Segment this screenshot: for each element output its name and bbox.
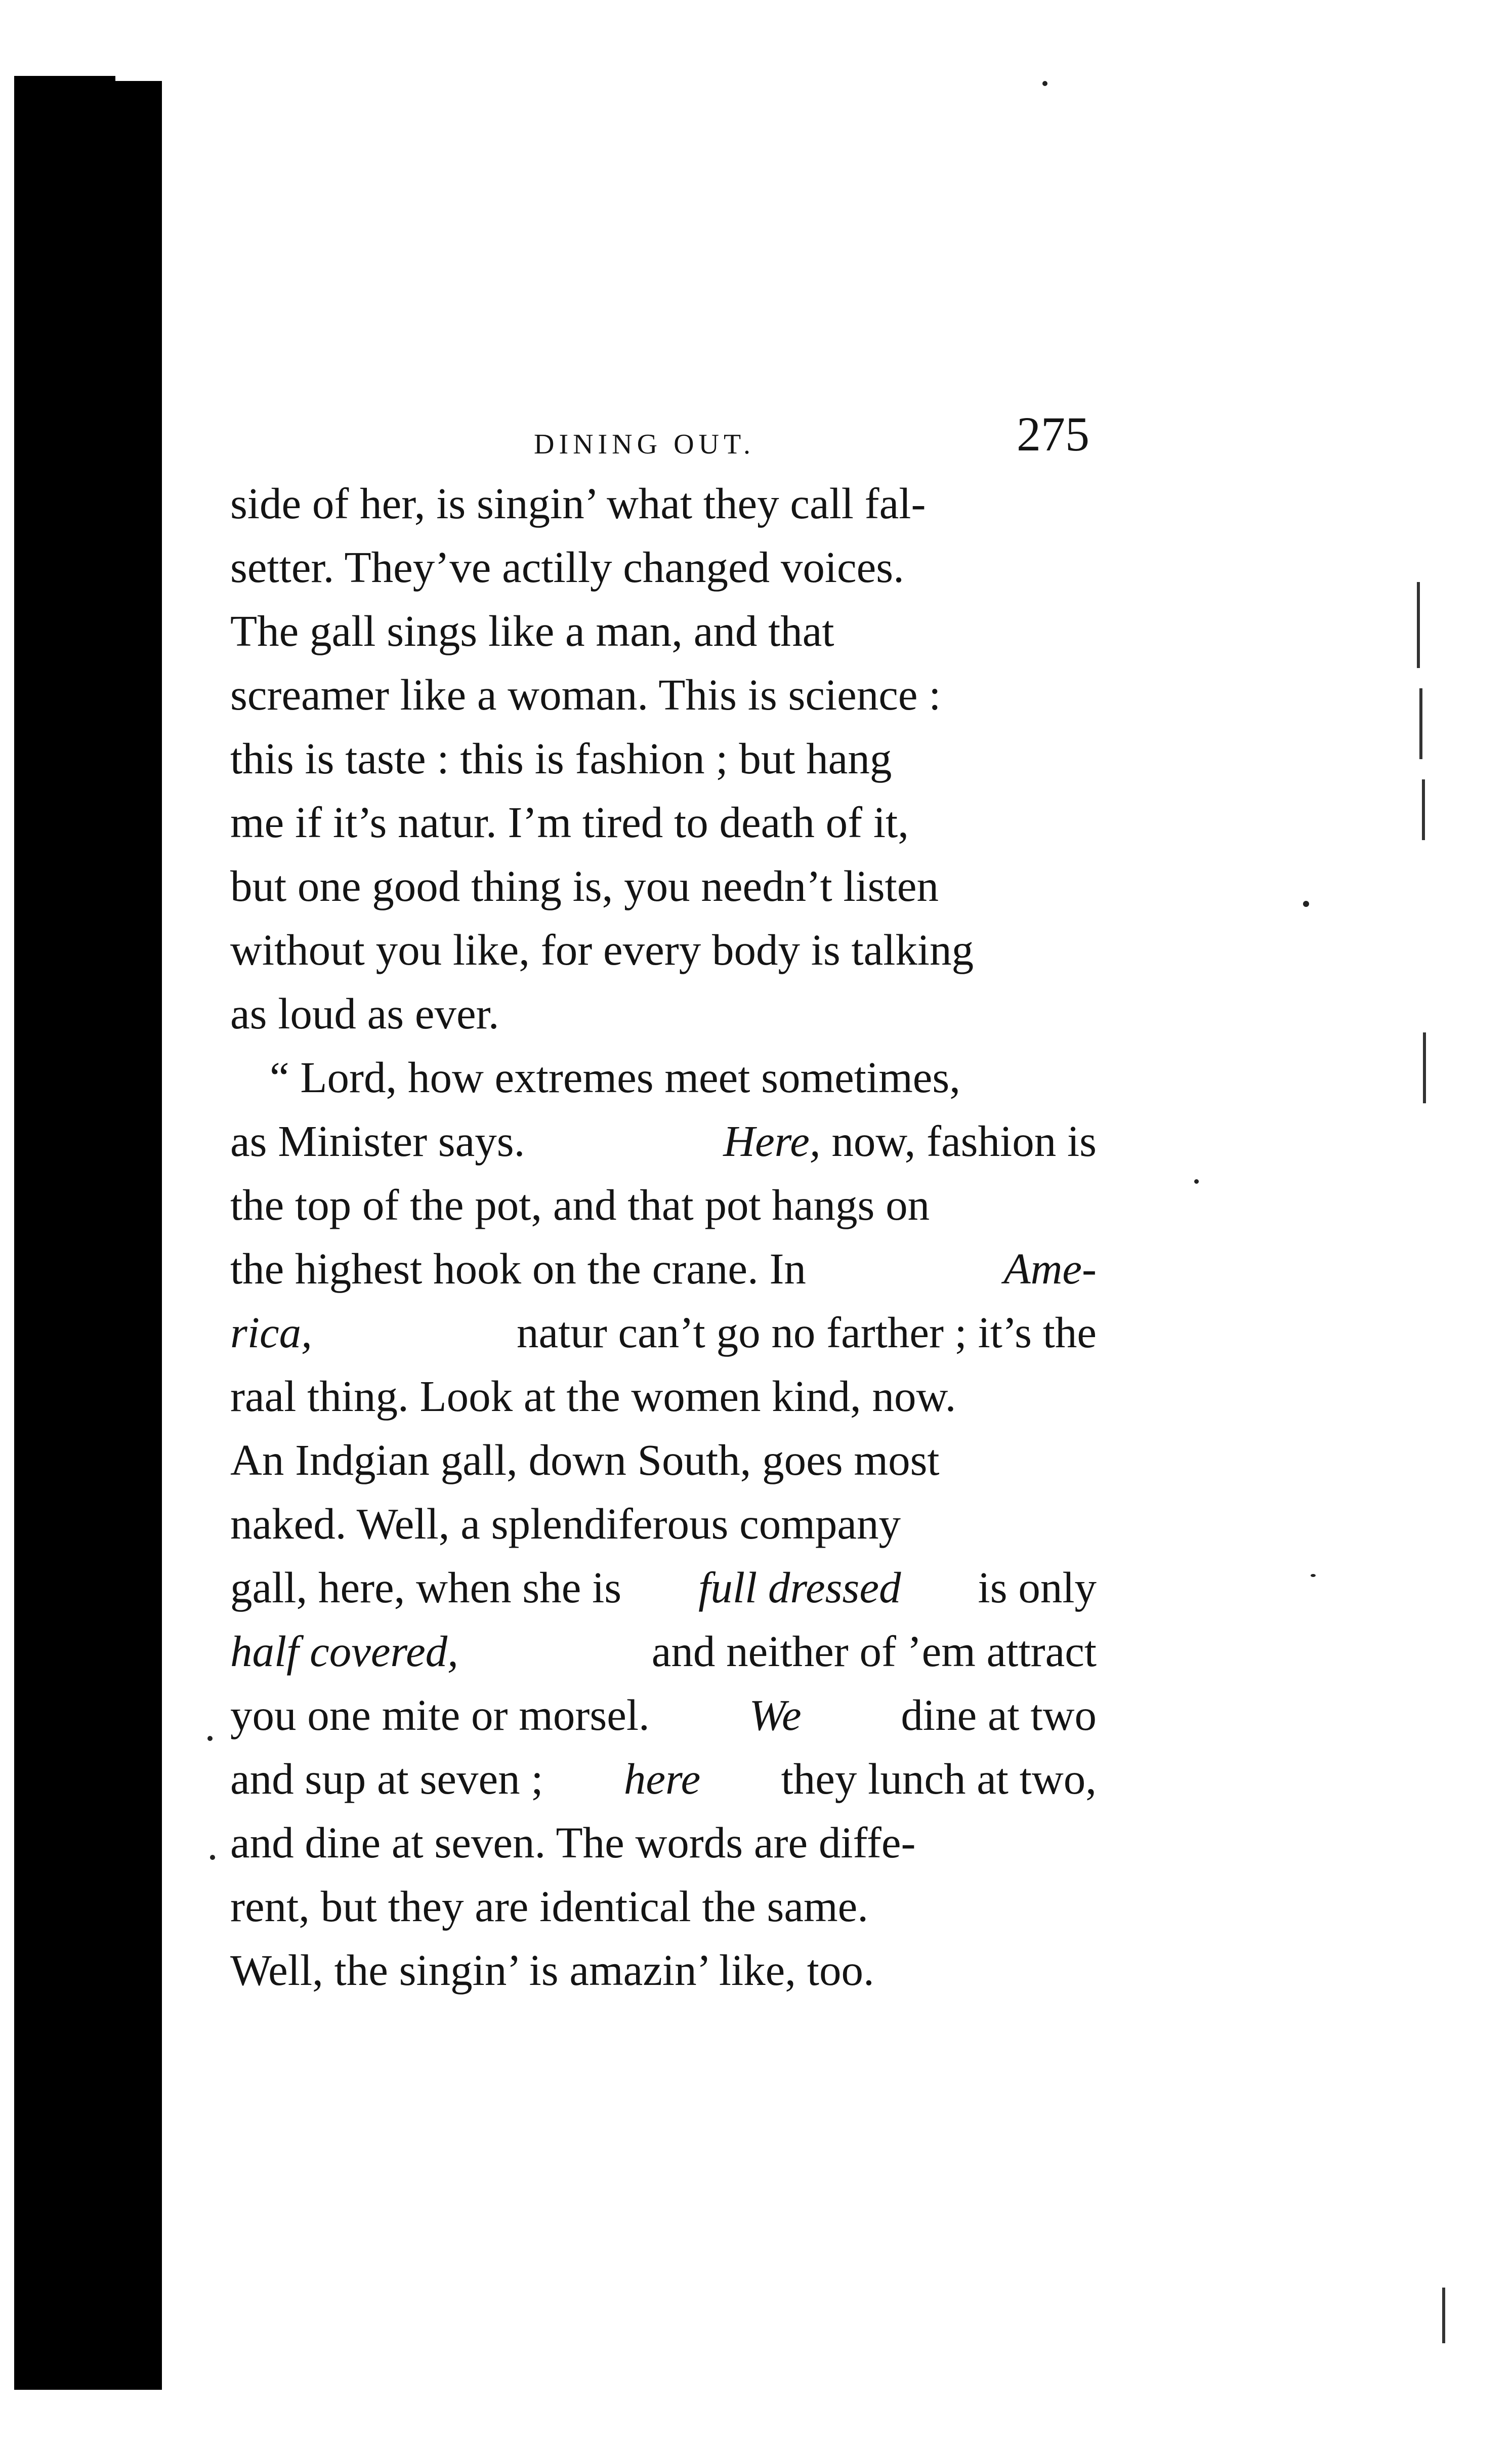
text-segment: and neither of ’em attract xyxy=(651,1627,1097,1676)
scan-edge-mark xyxy=(1417,582,1420,668)
scan-speck xyxy=(1042,81,1047,86)
text-line-content: raal thing. Look at the women kind, now. xyxy=(230,1372,956,1421)
running-title: DINING OUT. xyxy=(534,429,755,460)
text-line-content: naked. Well, a splendiferous company xyxy=(230,1499,901,1548)
scan-edge-mark xyxy=(1442,2288,1445,2343)
scan-speck xyxy=(1303,901,1309,907)
italic-text: here xyxy=(623,1754,701,1803)
text-line xyxy=(230,854,1097,918)
text-line xyxy=(230,1046,1097,1109)
text-line-content: and dine at seven. The words are diffe- xyxy=(230,1818,916,1867)
scan-speck xyxy=(1311,1574,1316,1577)
text-segment: natur can’t go no farther ; it’s the xyxy=(517,1308,1097,1357)
italic-text: We xyxy=(749,1690,802,1739)
text-line xyxy=(230,472,1097,535)
text-line xyxy=(230,599,1097,663)
text-line-content: Well, the singin’ is amazin’ like, too. xyxy=(230,1945,874,1995)
body-text xyxy=(230,472,1097,2002)
text-line xyxy=(230,1938,1097,2002)
text-line xyxy=(230,791,1097,854)
scan-binding-shadow xyxy=(14,81,162,2390)
text-segment: gall, here, when she is xyxy=(230,1563,622,1612)
text-line-content: side of her, is singin’ what they call fal- xyxy=(230,479,926,528)
text-line xyxy=(230,1620,1097,1683)
text-line-content: this is taste : this is fashion ; but hang xyxy=(230,734,892,783)
italic-text: rica, xyxy=(230,1308,312,1357)
text-segment: dine at two xyxy=(901,1690,1097,1739)
italic-text: full dressed xyxy=(698,1563,901,1612)
text-line xyxy=(230,1811,1097,1875)
text-line xyxy=(230,1875,1097,1938)
text-segment-with-italic xyxy=(723,1109,1097,1173)
italic-text: Ame- xyxy=(1003,1244,1097,1293)
text-line xyxy=(230,982,1097,1046)
text-segment: now, fashion is xyxy=(831,1116,1097,1166)
italic-text: half covered, xyxy=(230,1627,458,1676)
text-line xyxy=(230,727,1097,791)
text-line-content: but one good thing is, you needn’t listen xyxy=(230,861,939,910)
text-line xyxy=(230,1747,1097,1811)
scan-edge-mark xyxy=(1423,1032,1426,1103)
scan-edge-mark xyxy=(1422,779,1425,840)
text-line-content: without you like, for every body is talking xyxy=(230,925,974,974)
text-line xyxy=(230,1556,1097,1620)
text-line xyxy=(230,1492,1097,1556)
text-line xyxy=(230,918,1097,982)
text-segment: is only xyxy=(978,1563,1097,1612)
text-line-content: the top of the pot, and that pot hangs on xyxy=(230,1180,930,1229)
text-line-content: The gall sings like a man, and that xyxy=(230,606,834,655)
text-segment: and sup at seven ; xyxy=(230,1754,543,1803)
text-line-content: as loud as ever. xyxy=(230,989,499,1038)
scan-speck xyxy=(210,1855,215,1860)
italic-text: Here, xyxy=(723,1116,821,1166)
text-line-content: setter. They’ve actilly changed voices. xyxy=(230,543,904,592)
text-line xyxy=(230,1237,1097,1301)
text-line xyxy=(230,535,1097,599)
text-line-content: An Indgian gall, down South, goes most xyxy=(230,1435,940,1484)
scan-speck xyxy=(1194,1179,1199,1184)
text-line-content: rent, but they are identical the same. xyxy=(230,1882,868,1931)
text-line xyxy=(230,1364,1097,1428)
text-line xyxy=(230,663,1097,727)
scan-edge-mark xyxy=(1419,688,1422,759)
text-segment: they lunch at two, xyxy=(781,1754,1097,1803)
book-page xyxy=(230,400,1097,2002)
text-segment: as Minister says. xyxy=(230,1116,525,1166)
text-line-content: me if it’s natur. I’m tired to death of it, xyxy=(230,798,909,847)
text-line xyxy=(230,1301,1097,1364)
page-number: 275 xyxy=(1017,407,1089,461)
scan-speck xyxy=(207,1736,213,1741)
text-line xyxy=(230,1428,1097,1492)
text-line xyxy=(230,1109,1097,1173)
text-line-content: “ Lord, how extremes meet sometimes, xyxy=(270,1053,961,1102)
text-segment: you one mite or morsel. xyxy=(230,1690,650,1739)
text-line xyxy=(230,1683,1097,1747)
running-head xyxy=(230,400,1097,461)
text-segment: the highest hook on the crane. In xyxy=(230,1244,806,1293)
text-line xyxy=(230,1173,1097,1237)
text-line-content: screamer like a woman. This is science : xyxy=(230,670,941,719)
